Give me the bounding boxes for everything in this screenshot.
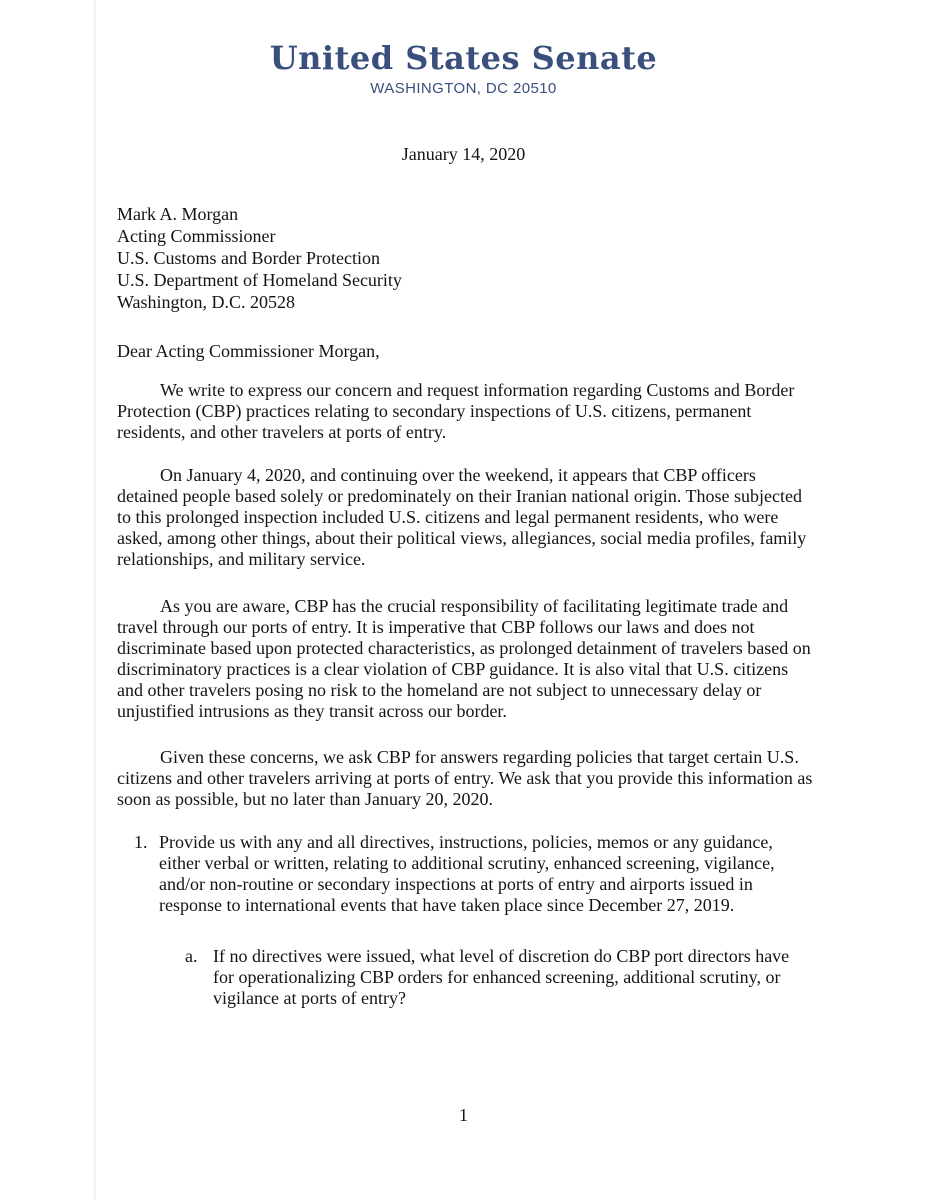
recipient-name: Mark A. Morgan: [117, 204, 239, 224]
paragraph-line: residents, and other travelers at ports of entry.: [117, 422, 447, 442]
recipient-address: [117, 203, 402, 313]
paragraph-request: [117, 747, 817, 810]
letterhead-title: United States Senate: [269, 39, 658, 77]
paragraph-line: and other travelers posing no risk to the homeland are not subject to unnecessary delay or: [117, 680, 762, 700]
subitem-text: [213, 946, 789, 1009]
scan-shadow-edge: [94, 0, 96, 1200]
paragraph-concern: [117, 380, 817, 443]
paragraph-line: unjustified intrusions as they transit across our border.: [117, 701, 507, 721]
paragraph-line: We write to express our concern and request information regarding Customs and Border: [160, 380, 795, 400]
paragraph-line: Given these concerns, we ask CBP for answers regarding policies that target certain U.S.: [160, 747, 799, 767]
paragraph-incident: [117, 465, 817, 570]
paragraph-line: travel through our ports of entry. It is imperative that CBP follows our laws and does not: [117, 617, 755, 637]
paragraph-responsibility: [117, 596, 817, 722]
paragraph-line: As you are aware, CBP has the crucial responsibility of facilitating legitimate trade and: [160, 596, 789, 616]
question-line: either verbal or written, relating to additional scrutiny, enhanced screening, vigilance,: [159, 853, 775, 873]
subitem-line: for operationalizing CBP orders for enhanced screening, additional scrutiny, or: [213, 967, 781, 987]
recipient-agency: U.S. Customs and Border Protection: [117, 248, 380, 268]
subitem-line: If no directives were issued, what level of discretion do CBP port directors have: [213, 946, 790, 966]
salutation: Dear Acting Commissioner Morgan,: [117, 341, 380, 361]
letterhead-location: WASHINGTON, DC 20510: [370, 80, 557, 97]
paragraph-line: discriminate based upon protected characteristics, as prolonged detainment of travelers based on: [117, 638, 811, 658]
question-line: and/or non-routine or secondary inspections at ports of entry and airports issued in: [159, 874, 753, 894]
paragraph-line: detained people based solely or predominately on their Iranian national origin. Those subjected: [117, 486, 802, 506]
recipient-city: Washington, D.C. 20528: [117, 292, 296, 312]
paragraph-line: to this prolonged inspection included U.S. citizens and legal permanent residents, who were: [117, 507, 779, 527]
letter-date: January 14, 2020: [401, 144, 526, 164]
question-number: 1.: [134, 832, 148, 852]
question-text: [159, 832, 775, 916]
paragraph-line: citizens and other travelers arriving at ports of entry. We ask that you provide this information as: [117, 768, 813, 788]
recipient-title: Acting Commissioner: [117, 226, 276, 246]
paragraph-line: Protection (CBP) practices relating to secondary inspections of U.S. citizens, permanent: [117, 401, 752, 421]
question-line: Provide us with any and all directives, instructions, policies, memos or any guidance,: [159, 832, 773, 852]
paragraph-line: asked, among other things, about their political views, allegiances, social media profiles, family: [117, 528, 807, 548]
paragraph-line: discriminatory practices is a clear violation of CBP guidance. It is also vital that U.S. citizens: [117, 659, 789, 679]
paragraph-line: On January 4, 2020, and continuing over the weekend, it appears that CBP officers: [160, 465, 756, 485]
paragraph-line: relationships, and military service.: [117, 549, 366, 569]
paragraph-line: soon as possible, but no later than January 20, 2020.: [117, 789, 493, 809]
question-line: response to international events that have taken place since December 27, 2019.: [159, 895, 735, 915]
page-number: 1: [459, 1105, 468, 1125]
subitem-letter: a.: [185, 946, 198, 966]
recipient-department: U.S. Department of Homeland Security: [117, 270, 402, 290]
subitem-line: vigilance at ports of entry?: [213, 988, 406, 1008]
